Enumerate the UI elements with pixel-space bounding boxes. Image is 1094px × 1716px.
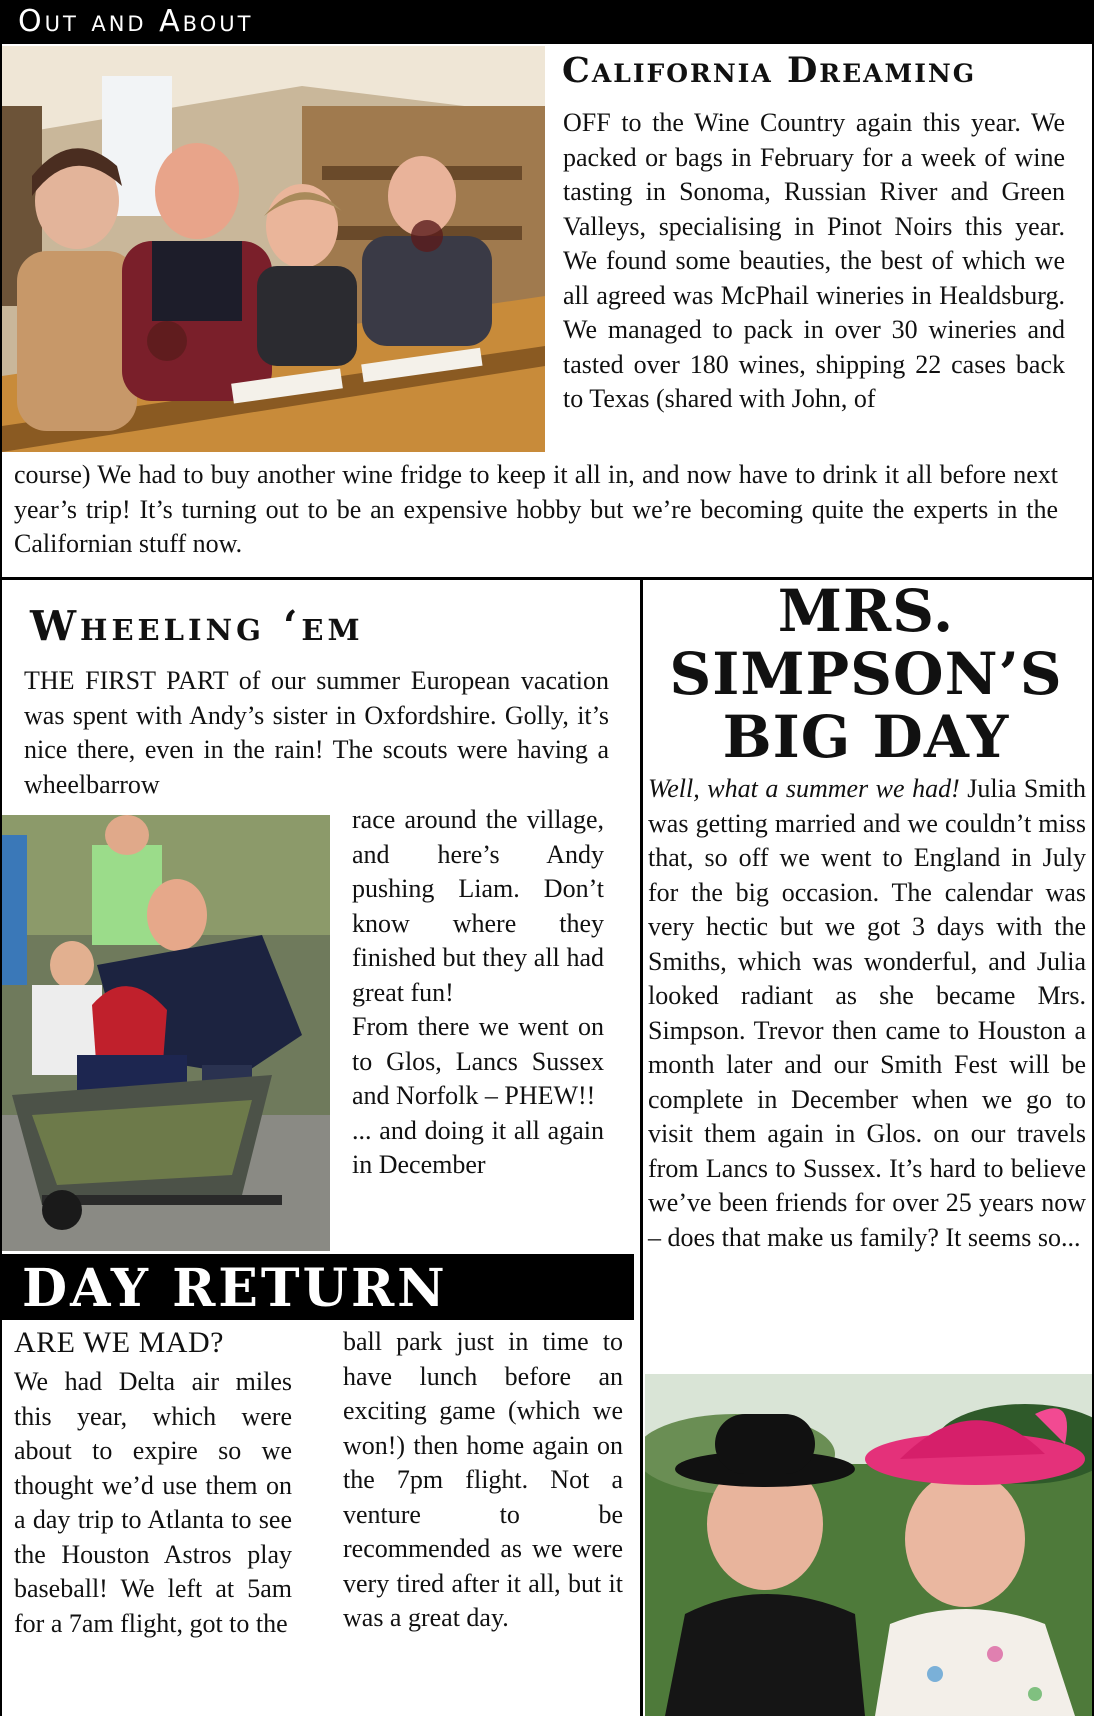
wheeling-body-part1: THE FIRST PART of our summer European vacation was spent with Andy’s sister in Oxfordshire. Golly, it’s nice there, even in the rain! The scouts were having a wheelbarrow (24, 666, 609, 799)
wheelbarrow-race-photo (2, 815, 330, 1251)
simpson-intro: Well, what a summer we had! (648, 774, 960, 803)
wheeling-body-part2: race around the village, and here’s Andy pushing Liam. Don’t know where they finished but they all had great fun! (352, 805, 604, 1007)
column-divider (640, 580, 643, 1716)
wine-tasting-photo (2, 46, 545, 452)
day-return-column2: ball park just in time to have lunch before an exciting game (which we won!) then home again on the 7pm flight. Not a venture to be recommended as we were very tired after it all, but it was a great day. (343, 1327, 623, 1632)
wheeling-title: Wheeling ‘em (30, 602, 364, 650)
california-title: California Dreaming (562, 50, 977, 91)
simpson-body (648, 772, 1086, 1255)
day-return-column1: We had Delta air miles this year, which were about to expire so we thought we’d use them on a day trip to Atlanta to see the Houston Astros play baseball! We left at 5am for a 7am flight, got to the (14, 1367, 292, 1638)
simpson-body-text: Julia Smith was getting married and we couldn’t miss that, so off we went to England in July for the big occasion. The calendar was very hectic but we got 3 days with the Smiths, which was wonderful, and Julia looked radiant as she became Mrs. Simpson. Trevor then came to Houston a month later and our Smith Fest will be complete in December when we go to visit them again in Glos. on our travels from Lancs to Sussex. It’s hard to believe we’ve been friends for over 25 years now – does that make us family? It seems so... (648, 774, 1086, 1252)
wheeling-body-part4: ... and doing it all again in December (352, 1115, 604, 1179)
day-return-subtitle: ARE WE MAD? (14, 1326, 224, 1359)
california-body-part2: course) We had to buy another wine fridge to keep it all in, and now have to drink it all before next year’s trip! It’s turning out to be an expensive hobby but we’re becoming quite the experts in the Californian stuff now. (14, 460, 1058, 558)
california-body-part1: OFF to the Wine Country again this year. We packed or bags in February for a week of wine tasting in Sonoma, Russian River and Green Valleys, specialising in Pinot Noirs this year. We found some beauties, the best of which we all agreed was McPhail wineries in Healdsburg. We managed to pack in over 30 wineries and tasted over 180 wines, shipping 22 cases back to Texas (shared with John, of (563, 108, 1065, 413)
day-return-title: DAY RETURN (22, 1258, 448, 1319)
wheeling-body-right-column (352, 803, 604, 1183)
section-title: Out and About (18, 4, 254, 39)
wedding-guests-photo (645, 1374, 1092, 1716)
simpson-title: MRS. SIMPSON’S BIG DAY (669, 577, 1063, 771)
wheeling-body-part3: From there we went on to Glos, Lancs Sussex and Norfolk – PHEW!! (352, 1012, 604, 1110)
